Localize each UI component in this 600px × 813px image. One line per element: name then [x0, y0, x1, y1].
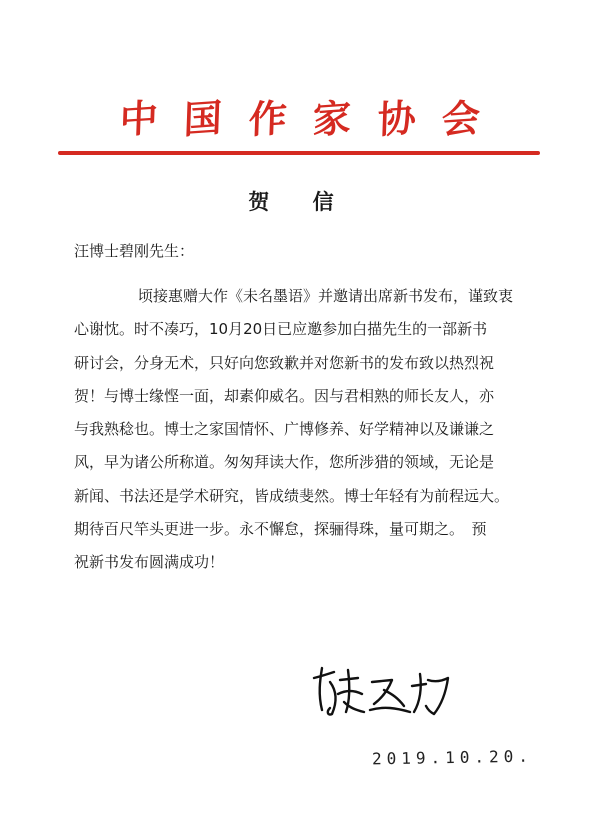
- letter-title: 贺 信: [248, 190, 352, 214]
- body-line: 新闻、书法还是学术研究，皆成绩斐然。博士年轻有为前程远大。: [74, 486, 510, 505]
- letter-date: 2019.10.20.: [371, 746, 534, 769]
- letterhead: [118, 92, 483, 142]
- body-line: 祝新书发布圆满成功！: [74, 553, 225, 572]
- body-line: 贺！与博士缘悭一面，却素仰威名。因与君相熟的师长友人，亦: [74, 386, 495, 405]
- salutation: 汪博士碧刚先生：: [74, 242, 195, 260]
- body-line: 风，早为诸公所称道。匆匆拜读大作，您所涉猎的领域，无论是: [74, 453, 495, 472]
- letterhead-char: 会: [440, 94, 481, 142]
- letterhead-char: 协: [376, 94, 417, 142]
- letterhead-char: 家: [312, 94, 352, 142]
- letterhead-char: 作: [247, 94, 288, 142]
- letterhead-char: 国: [183, 94, 224, 142]
- letter-body: [74, 280, 526, 580]
- body-line: 与我熟稔也。博士之家国情怀、广博修养、好学精神以及谦谦之: [74, 420, 495, 439]
- handwritten-signature: [300, 660, 460, 720]
- letterhead-divider: [58, 151, 540, 155]
- letterhead-char: 中: [119, 94, 159, 142]
- body-line: 期待百尺竿头更进一步。永不懈怠，探骊得珠，量可期之。 预: [74, 520, 487, 539]
- body-line: 顷接惠赠大作《未名墨语》并邀请出席新书发布，谨致衷: [138, 287, 514, 305]
- body-line: 心谢忱。时不凑巧，10月20日已应邀参加白描先生的一部新书: [74, 320, 488, 339]
- body-line: 研讨会，分身无术，只好向您致歉并对您新书的发布致以热烈祝: [74, 353, 495, 372]
